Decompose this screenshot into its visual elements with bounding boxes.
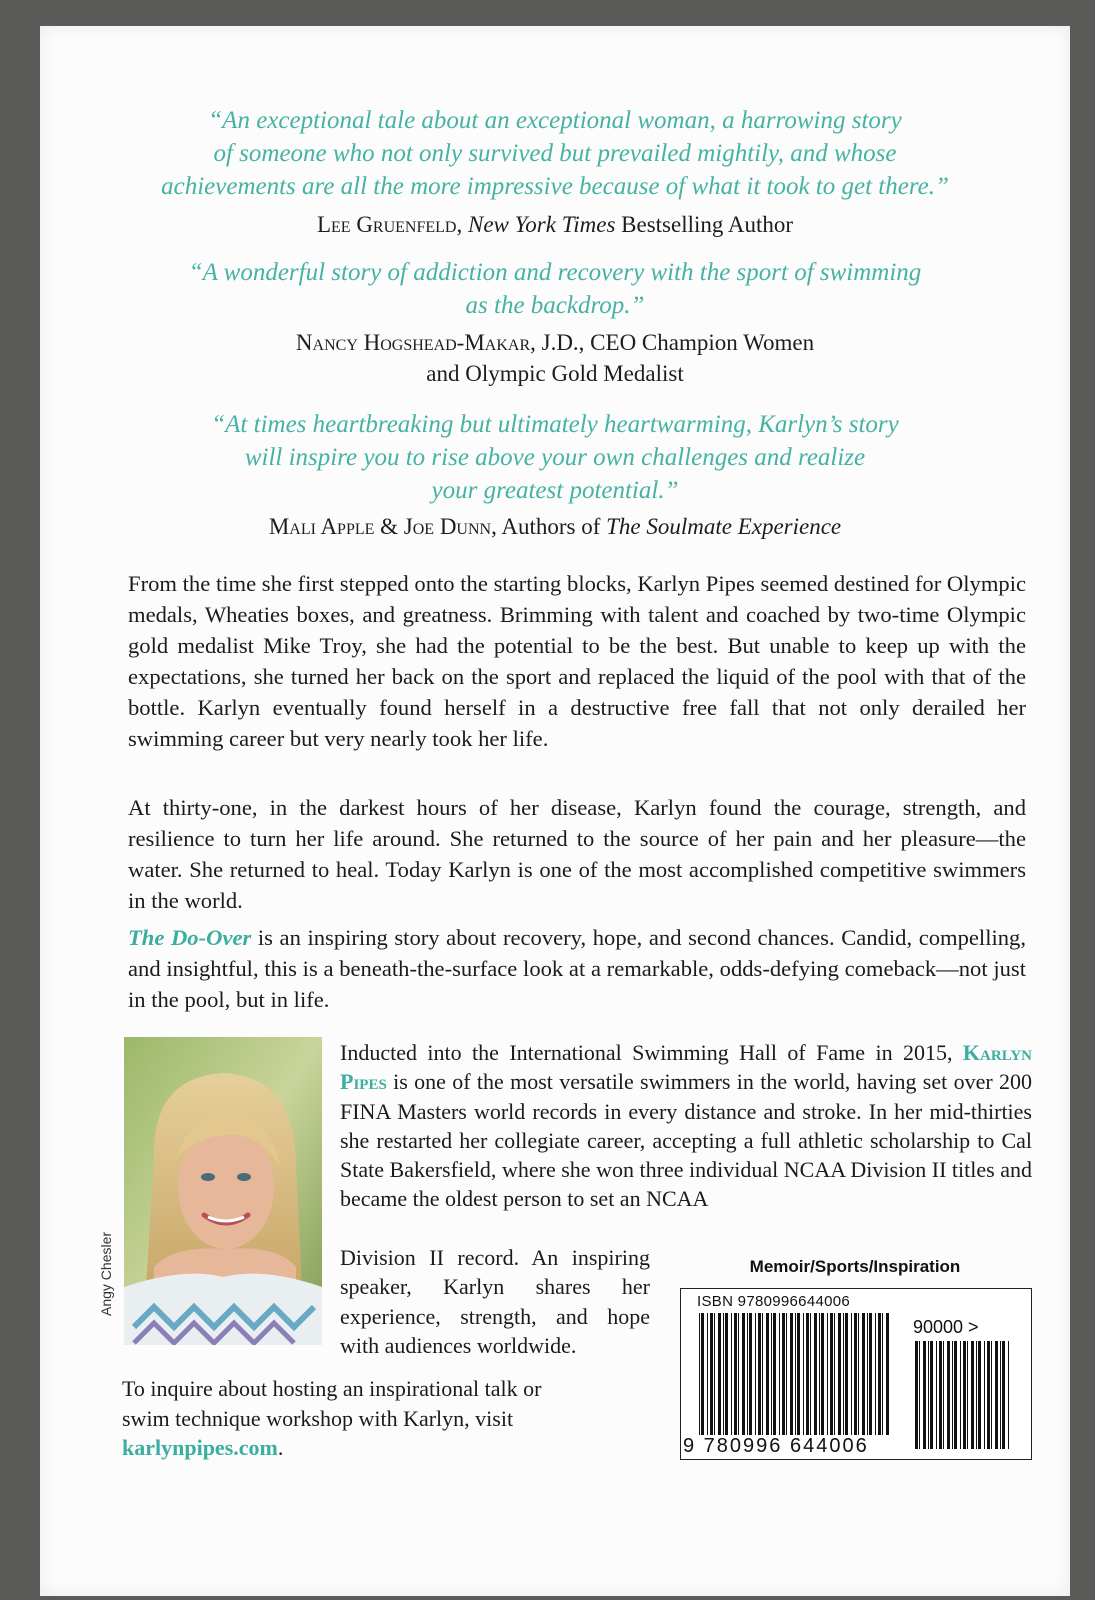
quote-3-line-3: your greatest potential.”	[431, 477, 679, 504]
barcode-bar	[854, 1313, 857, 1435]
barcode-bar	[742, 1313, 745, 1435]
contact-text: To inquire about hosting an inspirational talk or swim technique workshop with Karlyn, visit	[122, 1376, 542, 1431]
barcode-bar	[699, 1313, 700, 1435]
description-paragraph-1: From the time she first stepped onto the starting blocks, Karlyn Pipes seemed destined for Olympic medals, Wheaties boxes, and greatness. Brimming with talent and coached by two-time Olympic gold medalist Mike Troy, she had the potential to be the best. But unable to keep up with the expectations, she turned her back on the sport and replaced the liquid of the pool with that of the bottle. Karlyn eventually found herself in a destructive free fall that not only derailed her swimming career but very nearly took her life.	[128, 571, 1026, 751]
barcode-bar	[790, 1313, 793, 1435]
quote-2-author: Nancy Hogshead-Makar,	[295, 330, 536, 355]
quote-1-author: Lee Gruenfeld,	[316, 212, 463, 237]
barcode-bar	[862, 1313, 865, 1435]
author-portrait-illustration	[124, 1037, 322, 1345]
barcode-bar	[867, 1313, 868, 1435]
barcode-bar	[1000, 1341, 1001, 1449]
barcode-bar	[779, 1313, 780, 1435]
barcode-bar	[943, 1341, 944, 1449]
quote-2-attribution	[40, 327, 1070, 389]
barcode-bar	[821, 1313, 824, 1435]
description-paragraph-3-text: is an inspiring story about recovery, hope, and second chances. Candid, compelling, and insightful, this is a beneath-the-surface look at a remarkable, odds-defying comeback—not just in the pool, but in life.	[128, 925, 1026, 1012]
book-title: The Do-Over	[128, 925, 252, 950]
barcode-bar	[858, 1313, 859, 1435]
quote-3	[40, 408, 1070, 507]
quote-3-line-1: “At times heartbreaking but ultimately heartwarming, Karlyn’s story	[211, 411, 899, 438]
barcode-bar	[971, 1341, 974, 1449]
barcode-bar	[843, 1313, 844, 1435]
quote-1-credential: Bestselling Author	[621, 212, 794, 237]
quote-2-line-2: as the backdrop.”	[465, 292, 645, 319]
barcode-bar	[786, 1313, 787, 1435]
quote-2	[40, 256, 1070, 322]
quote-1-line-1: “An exceptional tale about an exceptional woman, a harrowing story	[208, 107, 902, 134]
author-bio-main: is one of the most versatile swimmers in the world, having set over 200 FINA Masters world records in every distance and stroke. In her mid-thirties she restarted her collegiate career, accepting a full athletic scholarship to Cal State Bakersfield, where she won three individual NCAA Division II titles and became the oldest person to set an NCAA	[340, 1069, 1032, 1212]
barcode-bar	[960, 1341, 961, 1449]
barcode-bar	[851, 1313, 852, 1435]
barcode-bar	[803, 1313, 804, 1435]
ean-digits: 9 780996 644006	[683, 1435, 869, 1457]
barcode-bar	[830, 1313, 833, 1435]
barcode-bar	[731, 1313, 732, 1435]
barcode-bar	[991, 1341, 992, 1449]
barcode-bar	[758, 1313, 761, 1435]
barcode-bar	[995, 1341, 998, 1449]
author-bio-continued: Division II record. An inspiring speaker, Karlyn shares her experience, strength, and hope with audiences worldwide.	[340, 1245, 650, 1358]
barcode-bar	[723, 1313, 724, 1435]
description-paragraph-2: At thirty-one, in the darkest hours of her disease, Karlyn found the courage, strength, and resilience to turn her life around. She returned to the source of her pain and her pleasure—the water. She returned to heal. Today Karlyn is one of the most accomplished competitive swimmers in the world.	[128, 795, 1026, 913]
quote-1-line-3: achievements are all the more impressive because of what it took to get there.”	[161, 173, 949, 200]
author-bio	[340, 1038, 1032, 1214]
quote-2-line-1: “A wonderful story of addiction and recovery with the sport of swimming	[188, 259, 922, 286]
barcode-bar	[869, 1313, 872, 1435]
barcode-bar	[718, 1313, 721, 1435]
barcode-bar	[782, 1313, 785, 1435]
barcode-bar	[1008, 1341, 1009, 1449]
contact-end: .	[277, 1435, 284, 1460]
author-photo	[124, 1037, 322, 1345]
quote-3-attribution	[40, 511, 1070, 542]
barcode-bar	[845, 1313, 848, 1435]
barcode-bar	[978, 1341, 981, 1449]
barcode-bar	[819, 1313, 820, 1435]
barcode-bar	[755, 1313, 756, 1435]
barcode-bar	[919, 1341, 920, 1449]
quote-3-authors: Mali Apple & Joe Dunn,	[268, 514, 497, 539]
barcode-bar	[930, 1341, 933, 1449]
barcode-bar	[928, 1341, 929, 1449]
quote-1-line-2: of someone who not only survived but prevailed mightily, and whose	[213, 140, 897, 167]
price-code: 90000 >	[913, 1317, 979, 1337]
barcode-bar	[810, 1313, 811, 1435]
barcode-bar	[797, 1313, 800, 1435]
barcode-bar	[882, 1313, 883, 1435]
barcode-box	[680, 1288, 1032, 1460]
quote-3-line-2: will inspire you to rise above your own challenges and realize	[244, 444, 866, 471]
quote-2-credential-1: J.D., CEO Champion Women	[541, 330, 815, 355]
barcode-bar	[738, 1313, 739, 1435]
barcode-bar	[834, 1313, 835, 1435]
barcode-bars	[681, 1289, 1031, 1459]
barcode-bar	[963, 1341, 966, 1449]
barcode-bar	[766, 1313, 769, 1435]
quote-1-publication: New York Times	[467, 212, 616, 237]
barcode-bar	[952, 1341, 953, 1449]
website-link[interactable]: karlynpipes.com	[122, 1435, 278, 1460]
contact-info	[122, 1374, 592, 1463]
quote-1-attribution	[40, 209, 1070, 240]
barcode-bar	[936, 1341, 937, 1449]
barcode-bar	[1002, 1341, 1005, 1449]
description-paragraph-3	[128, 922, 1026, 1015]
barcode-bar	[762, 1313, 763, 1435]
photo-credit: Angy Chesler	[98, 1231, 114, 1316]
barcode-bar	[987, 1341, 990, 1449]
barcode-bar	[707, 1313, 708, 1435]
barcode-bar	[701, 1313, 704, 1435]
barcode-bar	[710, 1313, 713, 1435]
author-bio-intro: Inducted into the International Swimming Hall of Fame in 2015,	[340, 1040, 953, 1065]
barcode-bar	[734, 1313, 737, 1435]
barcode-bar	[954, 1341, 957, 1449]
barcode-bar	[915, 1341, 918, 1449]
barcode-bar	[806, 1313, 809, 1435]
quote-1	[40, 104, 1070, 203]
barcode-bar	[725, 1313, 728, 1435]
barcode-bar	[875, 1313, 876, 1435]
barcode-bar	[976, 1341, 977, 1449]
barcode-bar	[838, 1313, 841, 1435]
quote-2-credential-2: and Olympic Gold Medalist	[426, 361, 684, 386]
barcode-bar	[878, 1313, 881, 1435]
barcode-bar	[967, 1341, 968, 1449]
barcode-bar	[984, 1341, 985, 1449]
author-name: Karlyn Pipes	[340, 1040, 1032, 1095]
barcode-bar	[814, 1313, 817, 1435]
isbn-label: ISBN 9780996644006	[697, 1293, 851, 1310]
barcode-bar	[749, 1313, 752, 1435]
quote-3-book-title: The Soulmate Experience	[606, 514, 842, 539]
quote-3-credential: Authors of	[501, 514, 601, 539]
barcode-bar	[947, 1341, 950, 1449]
barcode-bar	[795, 1313, 796, 1435]
barcode-bar	[923, 1341, 926, 1449]
barcode-bar	[714, 1313, 715, 1435]
barcode-bar	[773, 1313, 776, 1435]
book-back-cover	[40, 26, 1070, 1596]
barcode-bar	[747, 1313, 748, 1435]
barcode-bar	[886, 1313, 889, 1435]
barcode-bar	[827, 1313, 828, 1435]
category-label: Memoir/Sports/Inspiration	[749, 1257, 961, 1276]
barcode-bar	[771, 1313, 772, 1435]
barcode-bar	[939, 1341, 942, 1449]
